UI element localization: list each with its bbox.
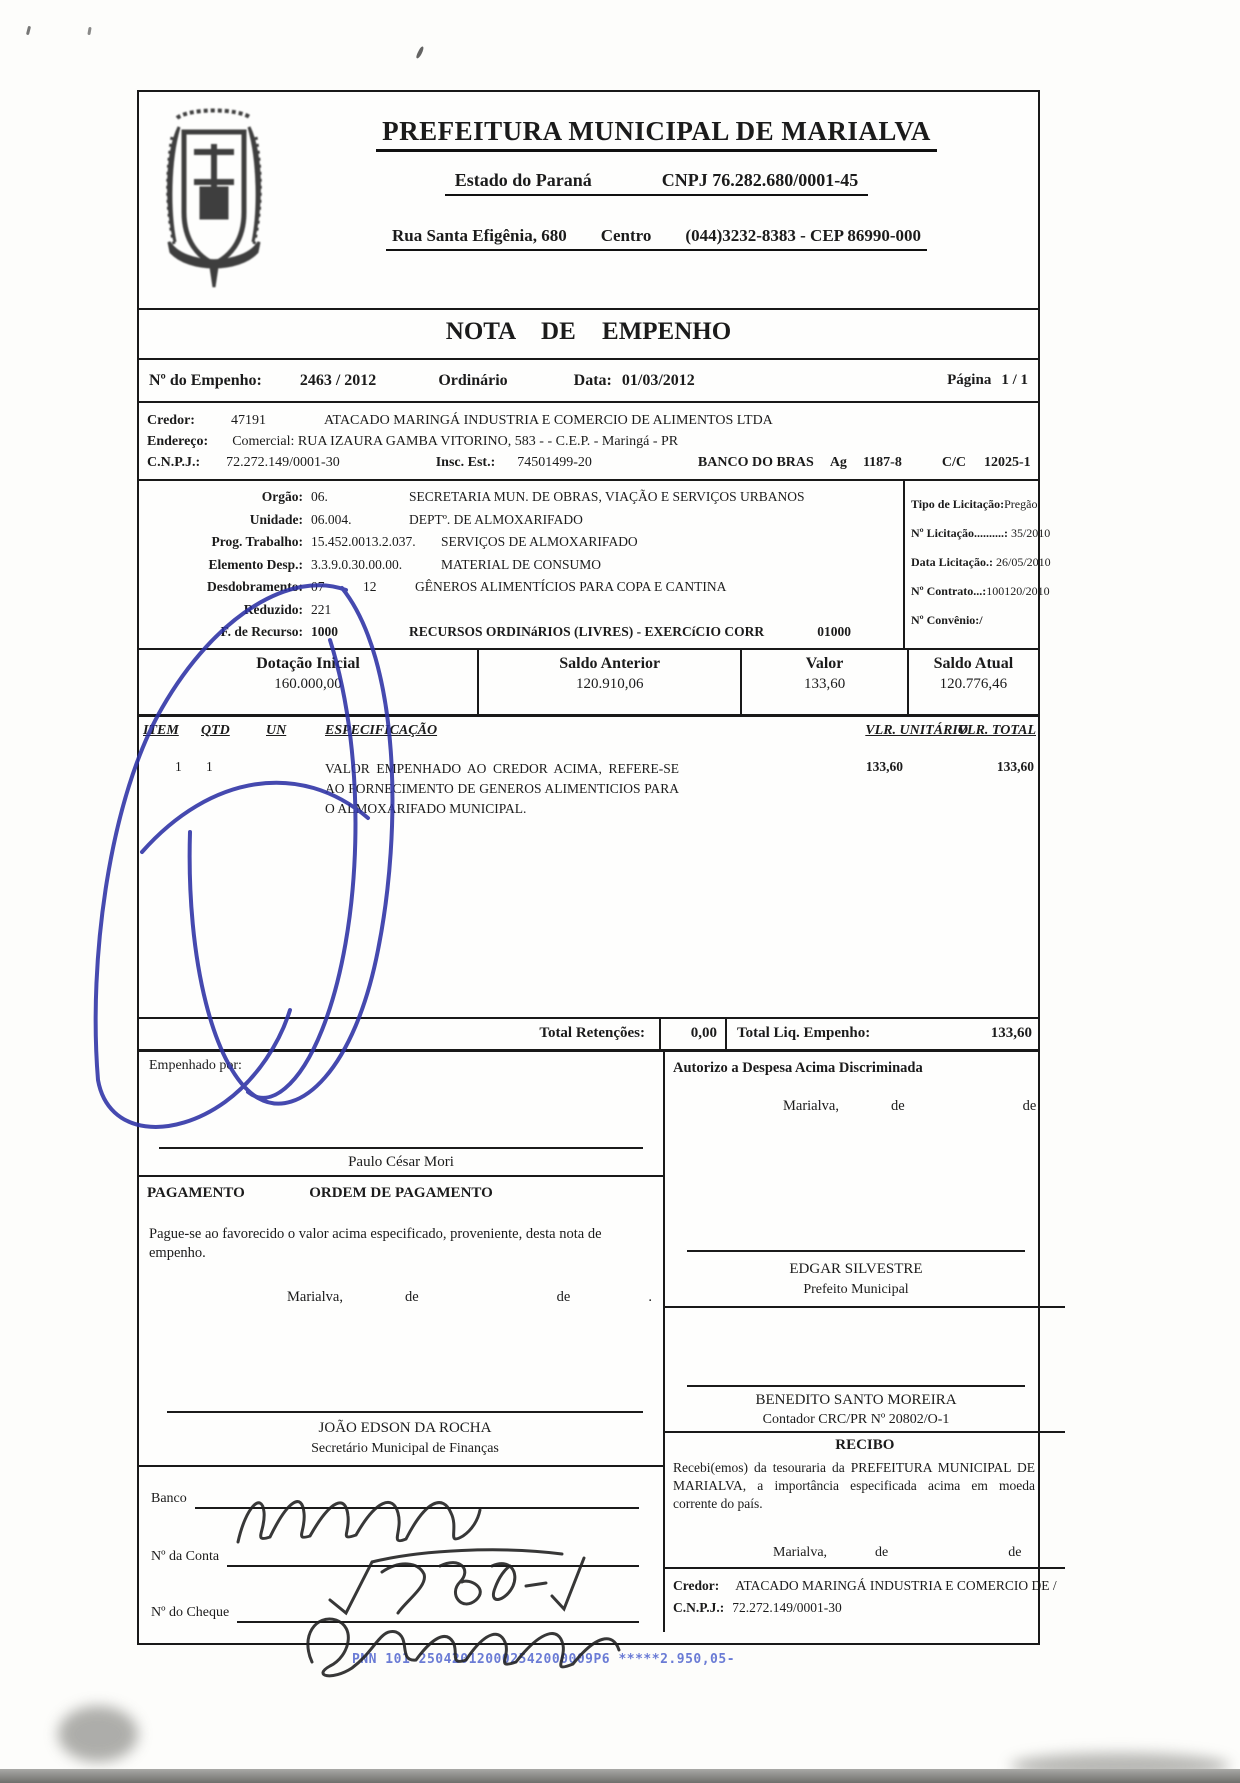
- item-especificacao: VALOR EMPENHADO AO CREDOR ACIMA, REFERE-SE AO FORNECIMENTO DE GENEROS ALIMENTICIOS PARA O ALMOXARIFADO MUNICIPAL.: [325, 760, 679, 816]
- cidade: Marialva,: [783, 1097, 839, 1114]
- saldo-atual-header: Saldo Atual: [933, 654, 1014, 672]
- banco-row: [151, 1491, 639, 1509]
- unidade-codigo: 06.004.: [311, 511, 352, 527]
- campo-conta: [227, 1553, 639, 1567]
- credor-recibo-row: [673, 1575, 1057, 1597]
- contrato-valor: 100120/2010: [986, 584, 1050, 598]
- estado-label: Estado do Paraná: [454, 170, 592, 190]
- col-especificacao-header: ESPECIFICAÇÃO: [325, 722, 438, 738]
- linha-data-autorizo: [783, 1098, 1036, 1115]
- coluna-direita: [663, 1052, 1065, 1632]
- prog-trabalho-codigo: 15.452.0013.2.037.: [311, 534, 416, 549]
- recibo-texto: Recebi(emos) da tesouraria da PREFEITURA MUNICIPAL DE MARIALVA, a importância especificada acima em moeda corrente do país.: [673, 1459, 1035, 1511]
- classificacao-block: [139, 481, 1051, 650]
- prog-trabalho-label: Prog. Trabalho:: [211, 534, 303, 549]
- empenhado-por-box: [139, 1052, 663, 1177]
- num-conta-label: Nº da Conta: [151, 1548, 220, 1564]
- endereco-label: Endereço:: [147, 434, 209, 449]
- unidade-label: Unidade:: [249, 511, 303, 527]
- cnpj-recibo-valor: 72.272.149/0001-30: [732, 1599, 842, 1615]
- col-un-header: UN: [266, 722, 287, 738]
- elemento-codigo: 3.3.9.0.30.00.00.: [311, 556, 403, 572]
- de-mes: de: [875, 1544, 889, 1560]
- autorizo-titulo: Autorizo a Despesa Acima Discriminada: [673, 1059, 923, 1076]
- nome-contador: BENEDITO SANTO MOREIRA: [755, 1391, 957, 1408]
- linha-assinatura: [167, 1411, 643, 1413]
- orgao-descricao: SECRETARIA MUN. DE OBRAS, VIAÇÃO E SERVIÇOS URBANOS: [409, 489, 805, 504]
- cheque-row: [151, 1605, 639, 1623]
- campo-cheque: [237, 1609, 639, 1623]
- endereco-row: [147, 431, 1030, 452]
- scan-artifact: [26, 26, 31, 35]
- dotacao-inicial-cell: [139, 650, 477, 714]
- header-titles: [289, 92, 1038, 308]
- fonte-recurso-label: F. de Recurso:: [220, 624, 303, 639]
- credor-block: [139, 403, 1038, 481]
- orgao-codigo: 06.: [311, 489, 328, 504]
- totais-row: [139, 1019, 1038, 1052]
- form-header: [139, 92, 1038, 310]
- tipo-licitacao-label: Tipo de Licitação:: [911, 497, 1005, 511]
- desdobramento-codigo: 07: [311, 579, 325, 594]
- valor-header: Valor: [805, 654, 844, 672]
- credor-nome: ATACADO MARINGÁ INDUSTRIA E COMERCIO DE ALIMENTOS LTDA: [323, 413, 773, 428]
- reduzido-row: [139, 599, 903, 622]
- data-licitacao-row: [911, 548, 1051, 577]
- pagina-valor: 1 / 1: [1001, 372, 1028, 388]
- empenho-label: Nº do Empenho:: [149, 371, 262, 389]
- fonte-recurso-row: [139, 621, 903, 644]
- scan-edge-shadow: [0, 1769, 1240, 1783]
- num-cheque-label: Nº do Cheque: [151, 1604, 230, 1620]
- valor-cell: [740, 650, 906, 714]
- col-vlr-unitario-header: VLR. UNITÁRIO: [865, 722, 968, 738]
- empenho-numero: 2463 / 2012: [299, 371, 377, 389]
- cidade: Marialva,: [287, 1288, 343, 1305]
- cargo-contador: Contador CRC/PR Nº 20802/O-1: [762, 1411, 950, 1427]
- nota-de-empenho-form: [137, 90, 1057, 1645]
- document-title: NOTA DE EMPENHO: [139, 310, 1038, 360]
- de-mes: de: [404, 1288, 419, 1305]
- total-retencoes-valor: 0,00: [659, 1019, 725, 1049]
- desdobramento-label: Desdobramento:: [207, 579, 303, 594]
- insc-est-label: Insc. Est.:: [435, 455, 496, 470]
- credor-recibo-nome: ATACADO MARINGÁ INDUSTRIA E COMERCIO DE /: [735, 1577, 1057, 1593]
- empenho-data-group: [574, 372, 695, 390]
- conta-row: [151, 1549, 639, 1567]
- item-vlr-total: 133,60: [996, 758, 1034, 774]
- banco-label: Banco: [151, 1490, 187, 1506]
- classificacao-orcamentaria: [139, 481, 903, 648]
- cnpj-label: C.N.P.J.:: [147, 455, 201, 470]
- linha-data-pagamento: [287, 1289, 652, 1306]
- campo-banco: [195, 1495, 639, 1509]
- estado-cnpj-line: [445, 170, 869, 196]
- col-vlr-total-header: VLR. TOTAL: [957, 722, 1036, 738]
- elemento-row: [139, 554, 903, 577]
- cnpj-prefeitura: CNPJ 76.282.680/0001-45: [661, 170, 859, 190]
- coluna-esquerda: [139, 1052, 663, 1632]
- dotacao-table: [139, 650, 1038, 717]
- prog-trabalho-row: [139, 531, 903, 554]
- agencia-valor: 1187-8: [862, 455, 902, 470]
- fonte-recurso-descricao: RECURSOS ORDINáRIOS (LIVRES) - EXERCíCIO CORR: [409, 624, 765, 639]
- banco-nome: BANCO DO BRAS: [697, 455, 814, 470]
- scan-artifact: [87, 27, 91, 35]
- credor-codigo: 47191: [230, 413, 266, 428]
- assinaturas-area: [139, 1052, 1057, 1632]
- convenio-row: [911, 606, 1038, 635]
- cargo-prefeito: Prefeito Municipal: [803, 1281, 909, 1297]
- cnpj-valor: 72.272.149/0001-30: [226, 455, 340, 470]
- de-ano: de: [1008, 1544, 1022, 1560]
- de-mes: de: [890, 1097, 905, 1114]
- nome-secretario-financas: JOÃO EDSON DA ROCHA: [318, 1419, 492, 1436]
- cnpj-recibo-row: [673, 1597, 1057, 1619]
- tipo-licitacao-row: [911, 490, 1038, 519]
- pagina-group: [947, 372, 1028, 389]
- desdobramento-codigo2: 12: [363, 579, 377, 594]
- total-liq-label: Total Liq. Empenho:: [737, 1025, 871, 1041]
- saldo-anterior-header: Saldo Anterior: [559, 654, 661, 672]
- credor-recibo-box: [665, 1569, 1065, 1625]
- empenho-tipo: Ordinário: [438, 371, 508, 389]
- conta-corrente-label: C/C: [941, 455, 966, 470]
- recibo-titulo: RECIBO: [835, 1436, 895, 1453]
- impressao-validadora-bancaria: PNN 101 250420120002542000009P6 *****2.950,05-: [352, 1652, 736, 1667]
- cnpj-recibo-label: C.N.P.J.:: [673, 1599, 725, 1615]
- ordem-pagamento-texto: Pague-se ao favorecido o valor acima especificado, proveniente, desta nota de empenho.: [149, 1225, 602, 1262]
- num-licitacao-row: [911, 519, 1051, 548]
- agencia-label: Ag: [829, 455, 847, 470]
- scan-shadow: [58, 1706, 138, 1762]
- valor-valor: 133,60: [803, 675, 846, 692]
- desdobramento-descricao: GÊNEROS ALIMENTÍCIOS PARA COPA E CANTINA: [415, 579, 727, 594]
- conta-corrente-valor: 12025-1: [983, 455, 1031, 470]
- elemento-descricao: MATERIAL DE CONSUMO: [441, 556, 602, 572]
- endereco-valor: Comercial: RUA IZAURA GAMBA VITORINO, 583 - - C.E.P. - Maringá - PR: [232, 434, 679, 449]
- recibo-box: [665, 1433, 1065, 1569]
- empenho-number-row: [139, 360, 1038, 403]
- pagamento-label: PAGAMENTO: [147, 1184, 245, 1201]
- item-qtd: 1: [206, 758, 213, 774]
- linha-assinatura: [159, 1147, 643, 1149]
- total-retencoes-label: Total Retenções:: [539, 1025, 645, 1041]
- desdobramento-row: [139, 576, 903, 599]
- credor-recibo-label: Credor:: [673, 1577, 720, 1593]
- cnpj-row: [147, 452, 1030, 473]
- de-ano: de: [556, 1288, 571, 1305]
- contador-box: [665, 1308, 1065, 1433]
- fone-cep: (044)3232-8383 - CEP 86990-000: [685, 226, 922, 245]
- dotacao-inicial-header: Dotação Inicial: [256, 654, 360, 672]
- contrato-row: [911, 577, 1050, 606]
- reduzido-codigo: 221: [311, 601, 332, 617]
- pagina-label: Página: [947, 372, 992, 388]
- tipo-licitacao-valor: Pregão: [1004, 497, 1038, 511]
- total-liq-valor: 133,60: [990, 1025, 1032, 1041]
- data-valor: 01/03/2012: [621, 371, 695, 389]
- endereco-line: [386, 226, 927, 251]
- orgao-row: [139, 486, 903, 509]
- empenhado-por-label: Empenhado por:: [149, 1057, 242, 1073]
- dados-bancarios-box: [139, 1467, 663, 1630]
- contrato-label: Nº Contrato...:: [911, 584, 987, 598]
- orgao-title: PREFEITURA MUNICIPAL DE MARIALVA: [376, 116, 937, 152]
- convenio-label: Nº Convênio:/: [911, 613, 983, 627]
- ordem-pagamento-titulo: ORDEM DE PAGAMENTO: [309, 1184, 493, 1201]
- nome-prefeito: EDGAR SILVESTRE: [789, 1260, 923, 1277]
- saldo-atual-cell: [907, 650, 1038, 714]
- data-licitacao-label: Data Licitação.:: [911, 555, 993, 569]
- saldo-atual-valor: 120.776,46: [939, 675, 1008, 692]
- unidade-descricao: DEPTº. DE ALMOXARIFADO: [409, 511, 583, 527]
- pagamento-box: [139, 1177, 663, 1467]
- num-licitacao-label: Nº Licitação..........:: [911, 526, 1008, 540]
- de-ano: de: [1022, 1097, 1037, 1114]
- elemento-label: Elemento Desp.:: [208, 556, 303, 572]
- orgao-label: Orgão:: [261, 489, 303, 504]
- cidade: Marialva,: [773, 1544, 828, 1560]
- data-licitacao-valor: 26/05/2010: [992, 555, 1051, 569]
- credor-row: [147, 410, 1030, 431]
- itens-table: [139, 717, 1038, 1019]
- insc-est-valor: 74501499-20: [517, 455, 592, 470]
- item-numero: 1: [175, 758, 182, 774]
- coat-of-arms-logo: [139, 92, 289, 308]
- endereco-prefeitura: Rua Santa Efigênia, 680: [391, 226, 567, 245]
- scan-artifact: [415, 46, 425, 59]
- bairro: Centro: [600, 226, 652, 245]
- col-qtd-header: QTD: [201, 722, 230, 738]
- autorizo-despesa-box: [665, 1052, 1065, 1308]
- ponto-final: .: [648, 1288, 652, 1305]
- linha-assinatura: [687, 1385, 1025, 1387]
- linha-assinatura: [687, 1250, 1025, 1252]
- cargo-secretario-financas: Secretário Municipal de Finanças: [311, 1440, 499, 1456]
- nome-empenhado: Paulo César Mori: [348, 1153, 454, 1170]
- reduzido-label: Reduzido:: [243, 601, 303, 617]
- dotacao-inicial-valor: 160.000,00: [274, 675, 342, 692]
- fonte-recurso-codigo: 1000: [311, 624, 338, 639]
- unidade-row: [139, 509, 903, 532]
- marialva-crest-icon: [139, 92, 289, 310]
- saldo-anterior-valor: 120.910,06: [575, 675, 644, 692]
- prog-trabalho-descricao: SERVIÇOS DE ALMOXARIFADO: [441, 534, 638, 549]
- num-licitacao-valor: 35/2010: [1007, 526, 1051, 540]
- licitacao-block: [903, 481, 1051, 648]
- linha-data-recibo: [773, 1545, 1021, 1561]
- data-label: Data:: [573, 371, 612, 389]
- item-vlr-unitario: 133,60: [865, 758, 903, 774]
- fonte-recurso-codigo2: 01000: [817, 624, 851, 639]
- credor-label: Credor:: [147, 413, 195, 428]
- saldo-anterior-cell: [477, 650, 740, 714]
- total-liq-cell: [725, 1019, 1038, 1049]
- col-item-header: ITEM: [143, 722, 179, 738]
